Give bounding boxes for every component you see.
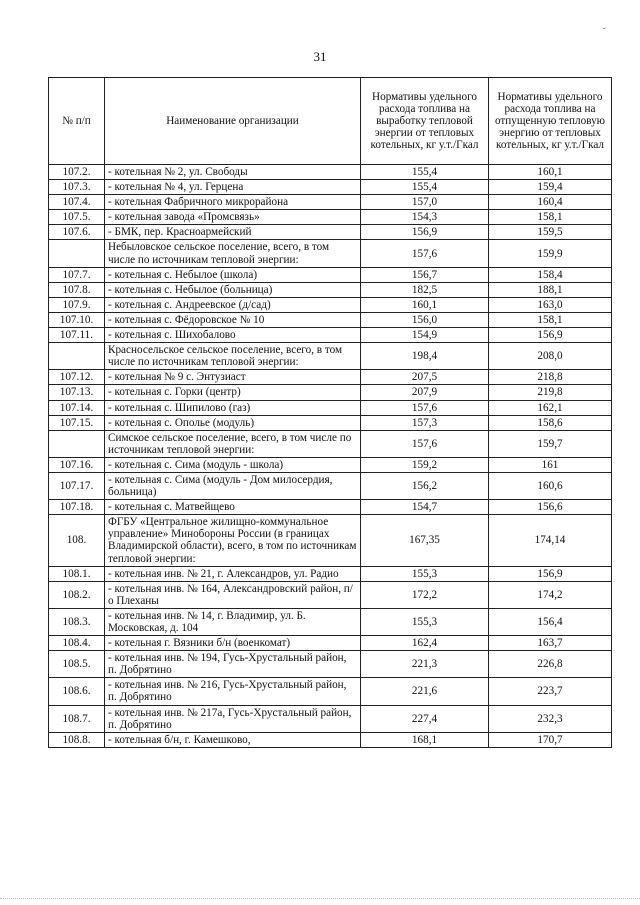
organization-name: - котельная инв. № 21, г. Александров, ул. Радио [105, 566, 361, 581]
table-row [49, 210, 612, 225]
row-number: 108.4. [49, 636, 105, 651]
header-num: № п/п [49, 78, 105, 165]
row-number: 107.18. [49, 500, 105, 515]
row-number: 108.6. [49, 678, 105, 705]
row-number: 107.14. [49, 400, 105, 415]
norms-table [48, 77, 612, 748]
value-production: 155,3 [361, 608, 489, 635]
organization-name: Небыловское сельское поселение, всего, в том числе по источникам тепловой энергии: [105, 240, 361, 267]
organization-name: - котельная № 2, ул. Свободы [105, 165, 361, 180]
value-supplied: 208,0 [489, 343, 612, 370]
organization-name: - котельная инв. № 216, Гусь-Хрустальный район, п. Добрятино [105, 678, 361, 705]
row-number: 107.17. [49, 472, 105, 499]
organization-name: - котельная завода «Промсвязь» [105, 210, 361, 225]
value-production: 227,4 [361, 705, 489, 732]
value-supplied: 158,1 [489, 312, 612, 327]
value-production: 156,7 [361, 267, 489, 282]
table-row [49, 267, 612, 282]
value-supplied: 160,1 [489, 165, 612, 180]
value-supplied: 163,0 [489, 297, 612, 312]
organization-name: - котельная г. Вязники б/н (военкомат) [105, 636, 361, 651]
value-supplied: 158,4 [489, 267, 612, 282]
page-number: 31 [313, 49, 327, 64]
table-row [49, 608, 612, 635]
organization-name: - котельная инв. № 14, г. Владимир, ул. Б. Московская, д. 104 [105, 608, 361, 635]
table-row [49, 328, 612, 343]
row-number: 107.9. [49, 297, 105, 312]
organization-name: - котельная с. Сима (модуль - школа) [105, 457, 361, 472]
value-production: 182,5 [361, 282, 489, 297]
row-number [49, 430, 105, 457]
table-row [49, 195, 612, 210]
value-supplied: 218,8 [489, 370, 612, 385]
organization-name: - котельная с. Шипилово (газ) [105, 400, 361, 415]
value-production: 167,35 [361, 515, 489, 566]
row-number: 107.3. [49, 180, 105, 195]
organization-name: - БМК, пер. Красноармейский [105, 225, 361, 240]
organization-name: - котельная с. Матвейщево [105, 500, 361, 515]
organization-name: - котельная с. Фёдоровское № 10 [105, 312, 361, 327]
row-number: 107.12. [49, 370, 105, 385]
value-supplied: 170,7 [489, 732, 612, 747]
organization-name: ФГБУ «Центральное жилищно-коммунальное управление» Минобороны России (в границах Владимирской области), всего, в том по источникам тепловой энергии: [105, 515, 361, 566]
value-supplied: 160,6 [489, 472, 612, 499]
value-supplied: 163,7 [489, 636, 612, 651]
row-number [49, 343, 105, 370]
row-number: 108.2. [49, 581, 105, 608]
table-row [49, 370, 612, 385]
value-supplied: 226,8 [489, 651, 612, 678]
value-production: 154,9 [361, 328, 489, 343]
table-row [49, 385, 612, 400]
table-row [49, 457, 612, 472]
table-row [49, 282, 612, 297]
value-production: 156,9 [361, 225, 489, 240]
organization-name: - котельная с. Ополье (модуль) [105, 415, 361, 430]
table-row [49, 312, 612, 327]
value-supplied: 159,5 [489, 225, 612, 240]
value-production: 154,7 [361, 500, 489, 515]
value-supplied: 156,9 [489, 328, 612, 343]
organization-name: - котельная инв. № 194, Гусь-Хрустальный район, п. Добрятино [105, 651, 361, 678]
table-row [49, 472, 612, 499]
organization-name: - котельная инв. № 217а, Гусь-Хрустальный район, п. Добрятино [105, 705, 361, 732]
value-supplied: 174,2 [489, 581, 612, 608]
organization-name: - котельная с. Шихобалово [105, 328, 361, 343]
value-production: 157,6 [361, 430, 489, 457]
organization-name: - котельная с. Андреевское (д/сад) [105, 297, 361, 312]
table-row [49, 678, 612, 705]
value-supplied: 156,9 [489, 566, 612, 581]
table-row [49, 165, 612, 180]
scan-mark: ˇ [602, 27, 606, 38]
header-col-b: Нормативы удельного расхода топлива на отпущенную тепловую энергию от тепловых котельных, кг у.т./Гкал [489, 78, 612, 165]
table-row [49, 225, 612, 240]
table-row [49, 566, 612, 581]
value-supplied: 174,14 [489, 515, 612, 566]
value-production: 162,4 [361, 636, 489, 651]
value-production: 156,0 [361, 312, 489, 327]
table-row [49, 400, 612, 415]
value-supplied: 232,3 [489, 705, 612, 732]
value-production: 198,4 [361, 343, 489, 370]
value-supplied: 156,6 [489, 500, 612, 515]
row-number: 107.2. [49, 165, 105, 180]
value-production: 155,4 [361, 165, 489, 180]
value-production: 168,1 [361, 732, 489, 747]
organization-name: - котельная с. Небылое (школа) [105, 267, 361, 282]
value-production: 207,5 [361, 370, 489, 385]
organization-name: - котельная инв. № 164, Александровский район, п/о Плеханы [105, 581, 361, 608]
organization-name: - котельная № 9 с. Энтузиаст [105, 370, 361, 385]
value-supplied: 159,9 [489, 240, 612, 267]
value-production: 157,6 [361, 240, 489, 267]
organization-name: Красносельское сельское поселение, всего, в том числе по источникам тепловой энергии: [105, 343, 361, 370]
value-production: 155,4 [361, 180, 489, 195]
value-production: 157,6 [361, 400, 489, 415]
organization-name: - котельная с. Небылое (больница) [105, 282, 361, 297]
organization-name: Симское сельское поселение, всего, в том числе по источникам тепловой энергии: [105, 430, 361, 457]
table-row [49, 651, 612, 678]
table-row [49, 180, 612, 195]
row-number: 107.8. [49, 282, 105, 297]
value-supplied: 188,1 [489, 282, 612, 297]
table-row [49, 705, 612, 732]
organization-name: - котельная с. Горки (центр) [105, 385, 361, 400]
header-col-a: Нормативы удельного расхода топлива на выработку тепловой энергии от тепловых котельных, кг у.т./Гкал [361, 78, 489, 165]
row-number: 107.6. [49, 225, 105, 240]
row-number: 107.4. [49, 195, 105, 210]
value-production: 155,3 [361, 566, 489, 581]
value-production: 157,3 [361, 415, 489, 430]
value-production: 207,9 [361, 385, 489, 400]
value-supplied: 159,7 [489, 430, 612, 457]
table-row [49, 240, 612, 267]
value-production: 221,6 [361, 678, 489, 705]
row-number: 107.16. [49, 457, 105, 472]
row-number [49, 240, 105, 267]
table-row [49, 500, 612, 515]
value-production: 159,2 [361, 457, 489, 472]
row-number: 108.8. [49, 732, 105, 747]
organization-name: - котельная с. Сима (модуль - Дом милосердия, больница) [105, 472, 361, 499]
scan-edge [0, 898, 640, 900]
table-row [49, 297, 612, 312]
value-supplied: 160,4 [489, 195, 612, 210]
row-number: 108.1. [49, 566, 105, 581]
table-body [49, 165, 612, 748]
table-row [49, 415, 612, 430]
table-row [49, 636, 612, 651]
row-number: 108.3. [49, 608, 105, 635]
row-number: 107.7. [49, 267, 105, 282]
value-production: 157,0 [361, 195, 489, 210]
table-row [49, 515, 612, 566]
value-supplied: 156,4 [489, 608, 612, 635]
value-production: 221,3 [361, 651, 489, 678]
value-supplied: 161 [489, 457, 612, 472]
row-number: 107.13. [49, 385, 105, 400]
value-production: 154,3 [361, 210, 489, 225]
table-row [49, 732, 612, 747]
row-number: 107.11. [49, 328, 105, 343]
value-supplied: 162,1 [489, 400, 612, 415]
value-supplied: 158,6 [489, 415, 612, 430]
row-number: 108. [49, 515, 105, 566]
table-row [49, 343, 612, 370]
value-production: 156,2 [361, 472, 489, 499]
organization-name: - котельная Фабричного микрорайона [105, 195, 361, 210]
value-supplied: 219,8 [489, 385, 612, 400]
value-production: 160,1 [361, 297, 489, 312]
table-header-row [49, 78, 612, 165]
value-supplied: 223,7 [489, 678, 612, 705]
header-org: Наименование организации [105, 78, 361, 165]
value-supplied: 158,1 [489, 210, 612, 225]
row-number: 107.10. [49, 312, 105, 327]
row-number: 107.5. [49, 210, 105, 225]
row-number: 108.5. [49, 651, 105, 678]
organization-name: - котельная б/н, г. Камешково, [105, 732, 361, 747]
table-row [49, 430, 612, 457]
value-supplied: 159,4 [489, 180, 612, 195]
row-number: 107.15. [49, 415, 105, 430]
table-row [49, 581, 612, 608]
organization-name: - котельная № 4, ул. Герцена [105, 180, 361, 195]
row-number: 108.7. [49, 705, 105, 732]
value-production: 172,2 [361, 581, 489, 608]
